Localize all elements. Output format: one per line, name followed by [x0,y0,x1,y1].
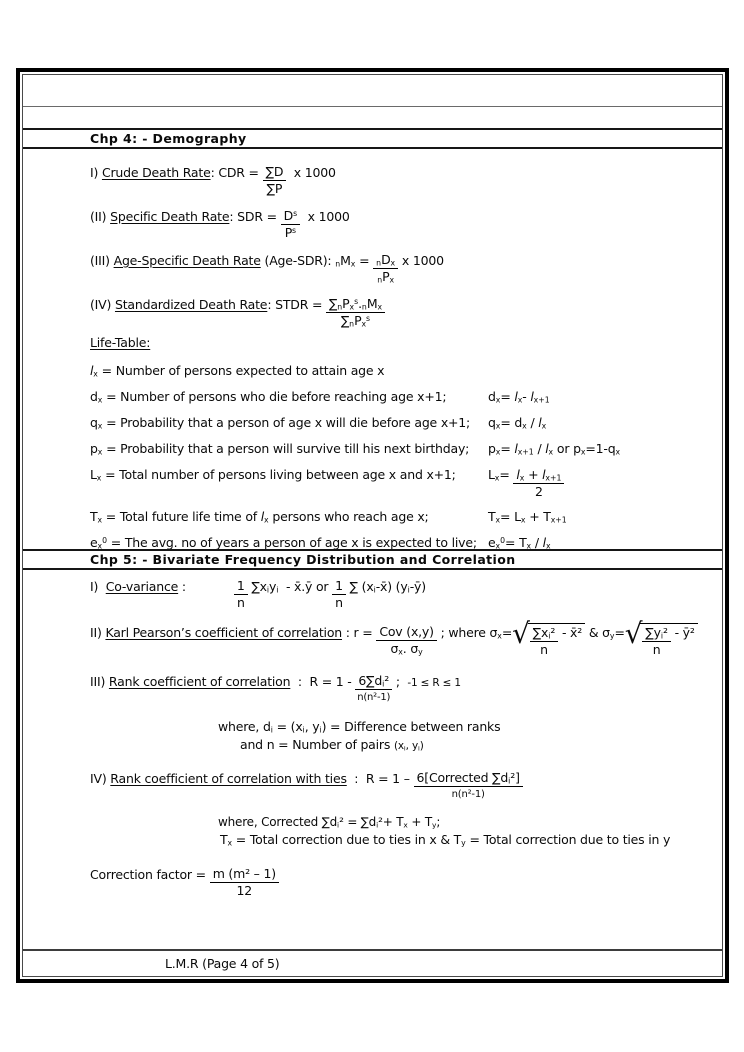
term-label: Co-variance [105,579,179,594]
radicand [528,623,585,657]
definition-text: $T_x$ = Total future life time of $l_x$ persons who reach age x; [90,509,429,525]
formula-crude-death-rate [90,164,710,196]
fraction-numerator: $\sum_nP_x^s._nM_x$ [326,296,385,313]
fraction-numerator: $l_x + l_{x+1}$ [513,467,564,484]
fraction-denominator: 12 [236,883,253,898]
formula-text: & $\sigma_y=$ [585,625,625,641]
life-table-row-lx [90,363,710,379]
formula-text: ; where $\sigma_x=$ [436,625,513,641]
fraction-denominator: n(n²-1) [357,692,391,703]
radical-sign: √ [512,617,530,650]
life-table-title: Life-Table: [90,335,151,350]
formula-rank-correlation [90,673,712,705]
formula-mid: : R = 1 – [346,771,414,786]
item-number: (II) [90,209,111,224]
fraction-numerator: 1 [234,578,248,595]
fraction-denominator: n [335,595,343,610]
chapter5-title: Chp 5: - Bivariate Frequency Distribution and Correlation [90,552,516,567]
chapter5-header-row [23,549,722,570]
term-label: Age-Specific Death Rate [113,253,261,268]
definition-text: $L_x$ = Total number of persons living between age x and x+1; [90,467,456,483]
formula-text: where, $d_i = (x_i$, $y_i$) = Difference between ranks [218,719,501,735]
formula-rank-correlation-ties [90,770,712,802]
chapter4-title: Chp 4: - Demography [90,131,247,146]
fraction-denominator: $\sum_nP_x^s$ [340,313,371,329]
definition-text: $d_x$ = Number of persons who die before reaching age x+1; [90,389,447,405]
item-number: IV) [90,771,111,786]
chapter4-body [23,149,722,549]
formula-pre: Correction factor = [90,867,210,882]
fraction [373,252,398,284]
definition-text: $q_x$ = Probability that a person of age x will die before age x+1; [90,415,471,431]
life-table-row-Lx [90,467,710,499]
fraction [414,770,523,802]
life-table-row-Tx [90,509,710,525]
fraction-denominator: 2 [535,484,543,499]
rank-n-line [90,737,712,754]
formula-covariance [90,578,712,610]
ties-tx-ty-line [90,832,712,848]
life-table-row-qx [90,415,710,431]
fraction-numerator: $\sum x_i^2$ [530,625,558,642]
footer-text: L.M.R (Page 4 of 5) [165,956,280,971]
formula-text: $T_x= L_x + T_{x+1}$ [488,509,567,525]
definition-text: $e_x^0$ = The avg. no of years a person of age x is expected to live; [90,535,477,549]
fraction-numerator: Cov (x,y) [376,624,436,641]
formula-text: $T_x$ = Total correction due to ties in x & $T_y$ = Total correction due to ties in y [220,832,671,848]
term-label: Standardized Death Rate [114,297,268,312]
formula-suffix: x 1000 [300,209,350,224]
fraction-denominator: $_nP_x$ [377,269,395,285]
chapter5-body [23,570,722,949]
formula-text: ; [392,674,408,689]
item-number: II) [90,625,106,640]
formula-mid: : CDR = [210,165,263,180]
pairs-notation: ($x_i$, $y_i$) [393,740,424,753]
formula-suffix: x 1000 [398,253,444,268]
page-inner-border [22,74,723,977]
fraction-numerator: m (m² – 1) [210,866,279,883]
empty-top-row-1 [23,75,722,107]
ties-where-line [90,814,712,830]
fraction [281,208,300,240]
formula-mid: (Age-SDR): $_nM_x$ = [260,253,374,269]
formula-pre: $L_x=$ [488,467,514,483]
item-number: I) [90,579,106,594]
item-number: III) [90,674,109,689]
formula-text: $d_x= l_x-$ $l_{x+1}$ [488,389,550,405]
fraction-numerator: ∑D [263,164,287,181]
life-table-row-ex0 [90,535,710,549]
rank-where-line [90,719,712,735]
chapter4-header-row [23,128,722,149]
footer-row [23,949,722,976]
formula-text: $p_x= l_{x+1} / l_x$ or $p_x=1-q_x$ [488,441,621,457]
item-number: I) [90,165,102,180]
life-table-row-px [90,441,710,457]
fraction [234,578,248,610]
term-label: Specific Death Rate [110,209,230,224]
formula-text: $e_x^0= T_x / l_x$ [488,535,551,549]
formula-text: and n = Number of pairs [240,737,394,752]
term-label: Rank coefficient of correlation with ties [110,771,347,786]
formula-text [488,363,710,379]
fraction [530,625,558,657]
formula-suffix: x 1000 [286,165,336,180]
empty-top-row-2 [23,107,722,128]
formula-text: ∑ $(x_i-x̄)$ $(y_i-ȳ)$ [345,579,426,595]
radicand-rest: - x̄² [558,625,583,640]
fraction-numerator: $D^s$ [281,208,300,225]
sqrt-sigma-x [512,617,585,657]
page-outer-border [16,68,729,983]
formula-text: $q_x= d_x / l_x$ [488,415,547,431]
formula-specific-death-rate [90,208,710,240]
definition-text: $p_x$ = Probability that a person will survive till his next birthday; [90,441,470,457]
fraction [642,625,670,657]
formula-text: where, Corrected $\sum d_i^2 = \sum d_i^2+ T_x + T_y$; [218,815,441,830]
range-constraint: -1 ≤ R ≤ 1 [407,677,461,689]
formula-mid: : SDR = [229,209,281,224]
fraction-denominator: $P^s$ [284,225,297,240]
fraction-numerator: 6[Corrected $\sum d_i^2$] [414,770,523,787]
formula-text [488,467,710,499]
term-label: Crude Death Rate [101,165,211,180]
formula-text: $\sum x_iy_i$ - x̄.ȳ or [247,579,333,595]
formula-age-specific-death-rate [90,252,710,284]
definition-text: $l_x$ = Number of persons expected to attain age x [90,363,385,379]
fraction-denominator: n [236,595,245,610]
fraction-denominator: n [652,642,661,657]
item-number: (IV) [90,297,115,312]
radicand-rest: - ȳ² [670,625,695,640]
fraction-numerator: 1 [332,578,346,595]
fraction [355,673,392,705]
fraction [326,296,385,328]
life-table-heading [90,334,710,351]
term-label: Rank coefficient of correlation [108,674,291,689]
item-number: (III) [90,253,114,268]
fraction [332,578,346,610]
formula-mid: : R = 1 - [290,674,356,689]
formula-correction-factor [90,866,712,898]
formula-mid: : r = [342,625,377,640]
fraction [376,624,436,656]
fraction-denominator: n(n²-1) [451,789,485,800]
formula-mid: : STDR = [267,297,326,312]
fraction [263,164,287,196]
sqrt-sigma-y [624,617,698,657]
fraction-denominator: n [540,642,548,657]
life-table-row-dx [90,389,710,405]
fraction-numerator: $_nD_x$ [373,252,398,269]
formula-karl-pearson [90,617,712,657]
fraction [513,467,564,499]
fraction-denominator: ∑P [266,181,283,196]
fraction-denominator: $\sigma_x$. $\sigma_y$ [390,641,423,657]
radical-sign: √ [624,617,643,650]
formula-mid: : [178,579,186,594]
radicand [640,623,697,657]
formula-standardized-death-rate [90,296,710,328]
fraction [210,866,279,898]
fraction-numerator: $6\sum d_i^2$ [355,673,392,690]
term-label: Karl Pearson’s coefficient of correlation [105,625,342,640]
fraction-numerator: $\sum y_i^2$ [642,625,670,642]
